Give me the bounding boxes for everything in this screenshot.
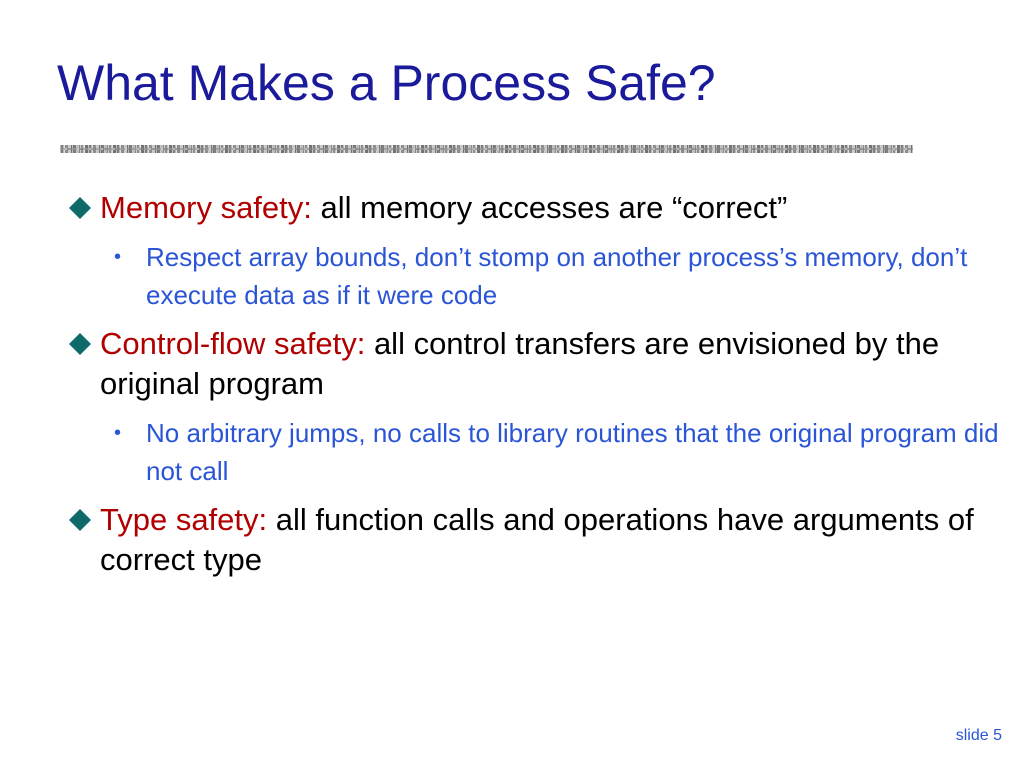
bullet-memory-safety	[62, 188, 1012, 228]
sub-bullet-memory-safety	[62, 238, 1012, 314]
diamond-bullet-icon	[68, 196, 92, 220]
bullet-term: Control-flow safety:	[100, 326, 366, 361]
bullet-text: all control transfers are envisioned by the original program	[100, 326, 940, 401]
diamond-bullet-icon	[68, 508, 92, 532]
bullet-term: Memory safety:	[100, 190, 312, 225]
title-divider	[60, 145, 913, 153]
bullet-control-flow-safety	[62, 324, 1012, 404]
sub-bullet-text: No arbitrary jumps, no calls to library routines that the original program did not call	[146, 418, 999, 486]
sub-bullet-text: Respect array bounds, don’t stomp on another process’s memory, don’t execute data as if it were code	[146, 242, 968, 310]
slide-number: slide 5	[955, 727, 1002, 744]
bullet-term: Type safety:	[100, 502, 268, 537]
bullet-text: all function calls and operations have arguments of correct type	[100, 502, 974, 577]
slide-title: What Makes a Process Safe?	[57, 55, 716, 111]
dot-bullet-icon: •	[114, 422, 122, 444]
diamond-bullet-icon	[68, 332, 92, 356]
bullet-text: all memory accesses are “correct”	[311, 190, 788, 225]
dot-bullet-icon: •	[114, 246, 122, 268]
bullet-type-safety	[62, 500, 1012, 580]
sub-bullet-control-flow-safety	[62, 414, 1012, 490]
slide-content	[62, 188, 1012, 590]
